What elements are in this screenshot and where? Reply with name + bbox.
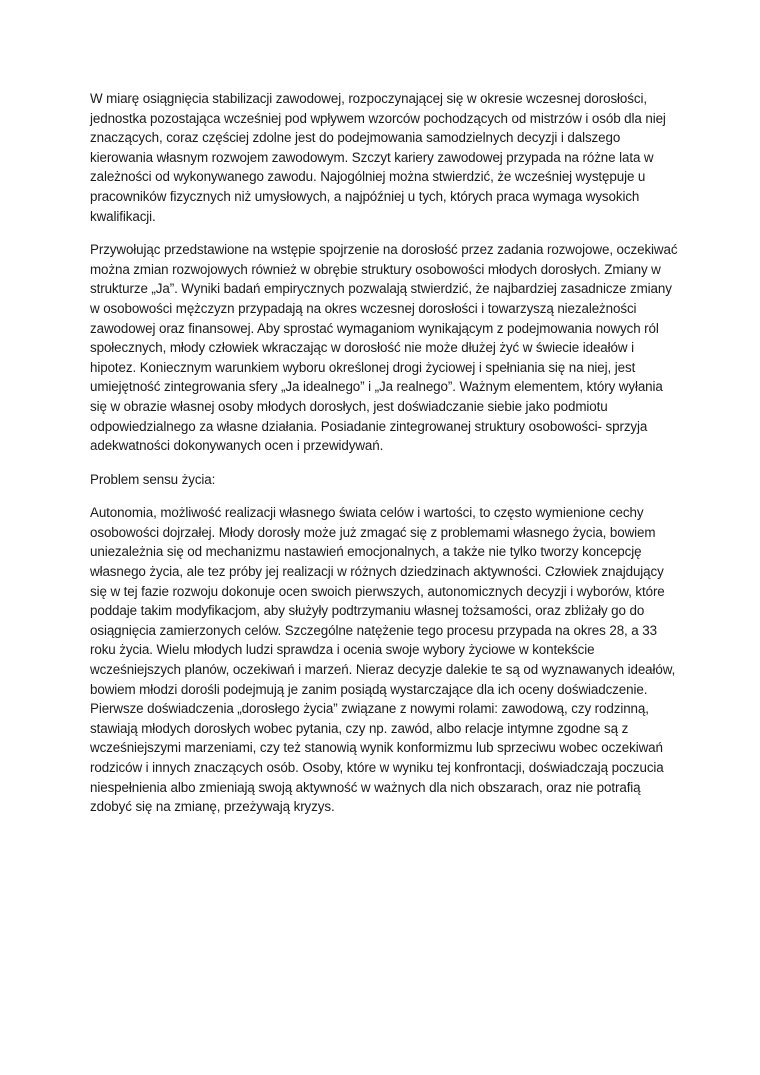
paragraph-personality-structure: Przywołując przedstawione na wstępie spojrzenie na dorosłość przez zadania rozwojowe, oczekiwać można zmian rozwojowych również w obrębie struktury osobowości młodych dorosłych. Zmiany w strukturze „Ja”. Wyniki badań empirycznych pozwalają stwierdzić, że najbardziej zasadnicze zmiany w osobowości mężczyzn przypadają na okres wczesnej dorosłości i towarzyszą niezależności zawodowej oraz finansowej. Aby sprostać wymaganiom wynikającym z podejmowania nowych ról społecznych, młody człowiek wkraczając w dorosłość nie może dłużej żyć w świecie ideałów i hipotez. Koniecznym warunkiem wyboru określonej drogi życiowej i spełniania się na niej, jest umiejętność zintegrowania sfery „Ja idealnego” i „Ja realnego”. Ważnym elementem, który wyłania się w obrazie własnej osoby młodych dorosłych, jest doświadczanie siebie jako podmiotu odpowiedzialnego za własne działania. Posiadanie zintegrowanej struktury osobowości- sprzyja adekwatności dokonywanych ocen i przewidywań. (90, 242, 678, 454)
section-heading-meaning-of-life: Problem sensu życia: (90, 471, 216, 487)
paragraph-autonomy: Autonomia, możliwość realizacji własnego świata celów i wartości, to często wymienione cechy osobowości dojrzałej. Młody dorosły może już zmagać się z problemami własnego życia, bowiem uniezależnia się od mechanizmu nastawień emocjonalnych, a także nie tylko tworzy koncepcję własnego życia, ale tez próby jej realizacji w różnych dziedzinach aktywności. Człowiek znajdujący się w tej fazie rozwoju dokonuje ocen swoich pierwszych, autonomicznych decyzji i wyborów, które poddaje takim modyfikacjom, aby służyły podtrzymaniu własnej tożsamości, oraz zbliżały go do osiągnięcia zamierzonych celów. Szczególne natężenie tego procesu przypada na okres 28, a 33 roku życia. Wielu młodych ludzi sprawdza i ocenia swoje wybory życiowe w kontekście wcześniejszych planów, oczekiwań i marzeń. Nieraz decyzje dalekie te są od wyznawanych ideałów, bowiem młodzi dorośli podejmują je zanim posiądą wystarczające dla ich oceny doświadczenie. Pierwsze doświadczenia „dorosłego życia” związane z nowymi rolami: zawodową, czy rodzinną, stawiają młodych dorosłych wobec pytania, czy np. zawód, albo relacje intymne zgodne są z wcześniejszymi marzeniami, czy też stanowią wynik konformizmu lub sprzeciwu wobec oczekiwań rodziców i innych znaczących osób. Osoby, które w wyniku tej konfrontacji, doświadczają poczucia niespełnienia albo zmieniają swoją aktywność w ważnych dla nich obszarach, oraz nie potrafią zdobyć się na zmianę, przeżywają kryzys. (90, 505, 676, 815)
paragraph-career-stabilization: W miarę osiągnięcia stabilizacji zawodowej, rozpoczynającej się w okresie wczesnej dorosłości, jednostka pozostająca wcześniej pod wpływem wzorców pochodzących od mistrzów i osób dla niej znaczących, coraz częściej zdolne jest do podejmowania samodzielnych decyzji i dalszego kierowania własnym rozwojem zawodowym. Szczyt kariery zawodowej przypada na różne lata w zależności od wykonywanego zawodu. Najogólniej można stwierdzić, że wcześniej występuje u pracowników fizycznych niż umysłowych, a najpóźniej u tych, których praca wymaga wysokich kwalifikacji. (90, 91, 666, 224)
document-page (90, 89, 682, 831)
